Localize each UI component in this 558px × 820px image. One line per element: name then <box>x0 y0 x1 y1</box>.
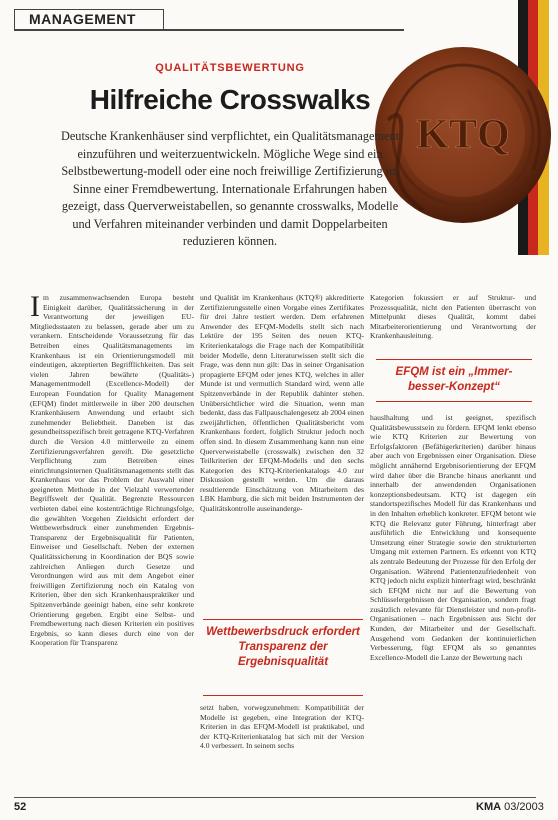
article-headline: Hilfreiche Crosswalks <box>89 84 371 115</box>
section-label-text: MANAGEMENT <box>29 11 136 27</box>
pull-quote-1: Wettbewerbsdruck erfordert Transparenz der Ergebnisqualität <box>206 626 360 668</box>
magazine-issue <box>476 801 544 813</box>
body-column-1 <box>30 290 194 793</box>
magazine-name: KMA <box>476 801 502 813</box>
footer-rule <box>14 797 536 798</box>
pull-quote-rule-top <box>203 619 363 620</box>
pull-quote-2-rule-top <box>376 359 532 360</box>
pull-quote-rule-bottom <box>203 695 363 696</box>
pull-quote-2: EFQM ist ein „Immer-besser-Konzept“ <box>395 366 513 393</box>
pull-quote-2-rule-bottom <box>376 401 532 402</box>
section-label <box>14 9 164 30</box>
body-column-2: und Qualität im Krankenhaus (KTQ®) akkreditierte Zertifizierungsstelle einen Vorgabe eines Zertifikates für drei Jahre testiert werden. Dem erfahrenen Anwender des EFQM-Modells stellt sich nach Lektüre der 195 Seiten des neuen KTQ-Kriterienkatalogs die Frage nach der Kompatibilität beider Modelle, denn Literaturwissen stellt sich die Frage, was denn nun gilt: Das in seiner Organisation propagierte EFQM oder jenes KTQ, welches in aller Munde ist und vermutlich Standard wird, wenn alle Spitzenverbände in der Republik dahinter stehen. Unübersichtlicher wird die Situation, wenn man bedenkt, dass das Fallpauschalengesetz ab 2004 einen zweijährlichen, öffentlichen Qualitätsbericht vom Krankenhaus fordert, folglich Struktur jedoch noch offen sind. In diesem Zusammenhang kann nun eine Querverweistabelle (crosswalk) zwischen den 32 Teilkriterien der EFQM-Modells und den sechs Kategorien des KTQ-Kriterienkatalogs 4.0 zur Diskussion gestellt werden. Um die daraus resultierende Einschätzung von Mitarbeitern des LBK Hamburg, die sich mit beiden Instrumenten der Qualitätskontrolle auseinanderge- <box>200 293 364 514</box>
article-kicker: QUALITÄTSBEWERTUNG <box>155 62 305 74</box>
body-column-3: Kategorien fokussiert er auf Struktur- und Prozessqualität, nicht den Patienten überrascht von Mittelpunkt dieses Qualität, kommt dabei Mitarbeiterorientierung und Verantwortung der Krankenhausleitung. <box>370 293 536 341</box>
article-lead: Deutsche Krankenhäuser sind verpflichtet, ein Qualitätsmanagement einzuführen und weiterzuentwickeln. Mögliche Wege sind ein Selbstbewertung-modell oder eine noch freiwillige Zertifizierung im Sinne einer Fremdbewertung. Internationale Erfahrungen haben gezeigt, dass Querverweistabellen, so genannte crosswalks, Modelle und Verfahren miteinander verbinden und damit Doppelarbeiten reduzieren können. <box>60 129 400 248</box>
body-column-3-continued: hauslhaltung und ist geeignet, spezifisch Qualitätsbewusstsein zu fördern. EFQM lenkt ebenso wie KTQ Kriterien zur Bewertung von Erfolgsfaktoren (Befähigerkriterien) darüber hinaus aber auch von Ergebnissen einer Organisation. Diese möglicht annähernd Ergebnisorientierung der EFQM wird daher über die Branche hinaus anerkannt und innerhalb der anwendenden Organisationen konzeptionsbedeutsam. KTQ ist dagegen ein standortspezifisches Modell für das Krankenhaus und in den Inhalten erheblich konkreter. EFQM betont wie KTQ die Relevanz guter Führung, hinterfragt aber ausführlich die Entwicklung und konsequente Umsetzung einer Strategie sowie den strukturierten Umgang mit externen Partnern. Es erkennt von KTQ als zentrale Bedeutung der Prozesse für den Erfolg der Organisation. Während Patientenzufriedenheit von KTQ jedoch nicht explizit hinterfragt wird, beschränkt sich EFQM nicht nur auf die Bewertung von Schlüsselergebnissen der Organisation, sondern fragt zusätzlich relevante für Dienstleister und non-profit-Organisationen – nach Ergebnissen aus Sicht der Kunden, der Mitarbeiter und der Gesellschaft. Ausgehend vom Gedanken der kontinuierlichen Verbesserung, fügt EFQM als so genanntes Excellence-Modell die Lanze der Bewertung nach <box>370 413 536 662</box>
page-number: 52 <box>14 801 27 813</box>
header-rule <box>14 29 404 31</box>
body-column-2-continued: setzt haben, vorwegzunehmen: Kompatibilität der Modelle ist gegeben, eine Integration der KTQ-Kriterien in das EFQM-Modell ist praktikabel, und der KTQ-Kriterienkatalog hat sich mit der Version 4.0 verbessert. In seinem sechs <box>200 703 364 751</box>
svg-text:KTQ: KTQ <box>416 112 510 158</box>
issue-number: 03/2003 <box>504 801 544 813</box>
column-1-text: m zusammenwachsenden Europa besteht Einigkeit darüber, Qualitätssicherung in der Verantwortung der jeweiligen EU-Mitgliedsstaaten zu belassen, gerade aber um zu verankern. Entscheidende Voraussetzung für das Betreiben eines Qualitätsmanagements im Krankenhaus ist ein Orientierungsmodell mit eindeutigen, akzeptierten Begrifflichkeiten. Das seit vielen Jahren bewährte (Qualitäts-) Managementmodell (Excellence-Modell) der European Foundation for Quality Management (EFQM) findet mittlerweile in über 200 deutschen Krankenhäusern Anwendung und erlaubt sich zunehmender Beliebtheit. Daneben ist das gesundheitsspezifisch breit getragene KTQ-Verfahren durch die Version 4.0 mittlerweile zu einem Zertifizierungsverfahren gereift. Die gesetzliche Verpflichtung zum Betreiben eines einrichtungsinternen Qualitätsmanagements stellt das Krankenhaus vor das Problem der Auswahl einer geeigneten Methode in der Vielzahl verwertender Begriffswelt der Qualität. Begrenzte Ressourcen verbieten dabei eine kostenträchtige Richtungsfolge, die gewählten Vorgehen Zieldsicht erfordert der Wettbewerbsdruck einer zunehmenden Ergebnis-Transparenz der Ergebnisqualität für Patienten, Einweiser und Gesellschaft. Neben der externen Qualitätssicherung in Koordination der BQS sowie zahlreichen Anliegen durch Gesetze und Verordnungen wird aus mit dem Angebot einer freiwilligen Zertifizierung noch ein Katalog von Kriterien, über den sich Krankenhauspraktiker und Spitzenverbände geeinigt haben, eine sehr konkrete Orientierung gegeben. Ergibt eine Selbst- und Fremdbewertung nach diesen Kriterien ein positives Ergebnis, so kann dieses durch eine von der Kooperation für Transparenz <box>30 293 194 648</box>
drop-cap: I <box>30 290 40 323</box>
